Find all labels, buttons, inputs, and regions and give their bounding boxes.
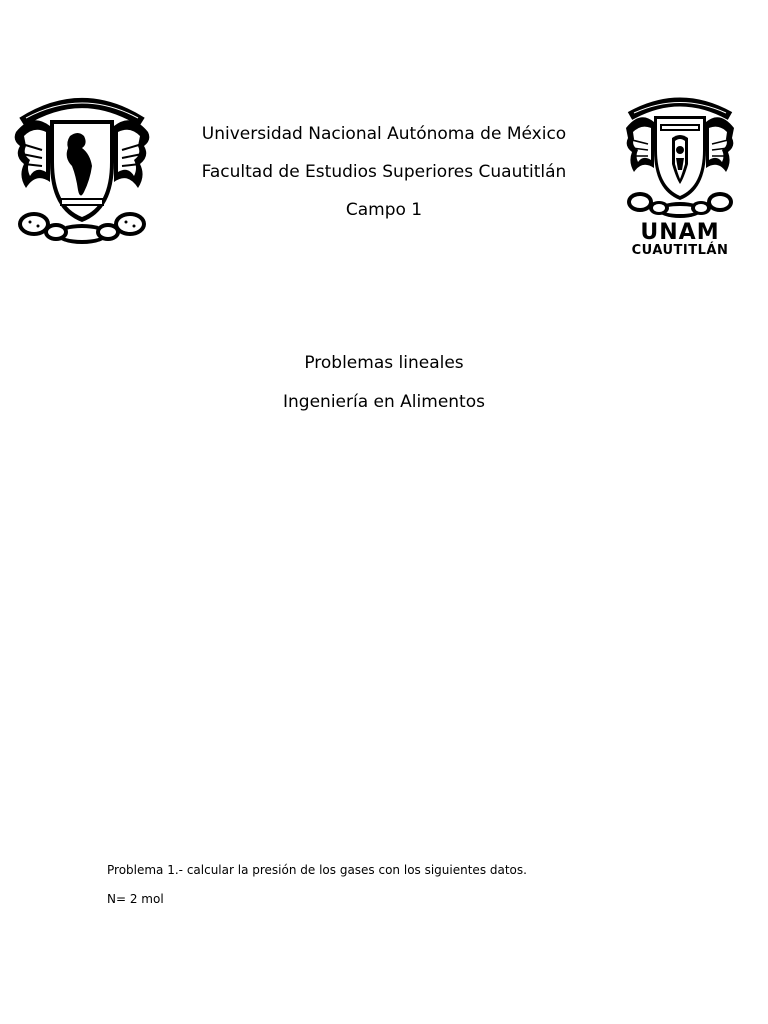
program-name: Ingeniería en Alimentos — [283, 392, 485, 412]
cuautitlan-wordmark: CUAUTITLÁN — [631, 243, 729, 258]
university-name: Universidad Nacional Autónoma de México — [201, 124, 567, 144]
unam-wordmark: UNAM — [640, 220, 720, 245]
document-topic: Problemas lineales — [304, 353, 464, 373]
problem-statement: Problema 1.- calcular la presión de los gases con los siguientes datos. — [107, 863, 527, 877]
campus-name: Campo 1 — [345, 200, 423, 220]
faculty-name: Facultad de Estudios Superiores Cuautitlán — [201, 162, 567, 182]
unam-escudo-icon — [12, 92, 152, 248]
problem-data-n: N= 2 mol — [107, 892, 164, 906]
fes-cuautitlan-escudo-icon — [624, 94, 736, 222]
